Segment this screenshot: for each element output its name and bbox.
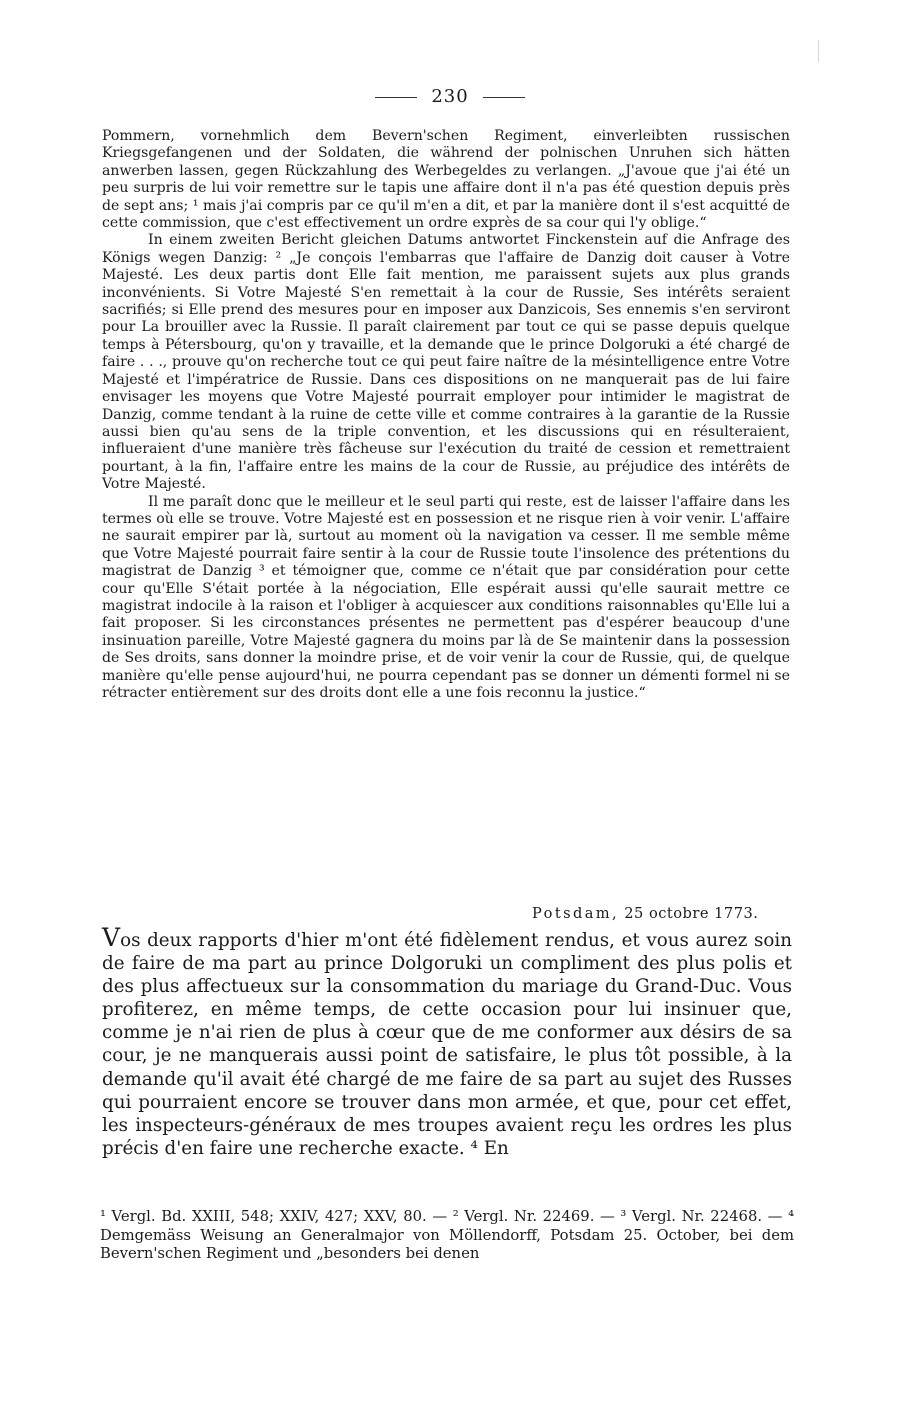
quoted-report-block bbox=[102, 128, 790, 702]
header-rule-left bbox=[375, 97, 417, 98]
page-header bbox=[0, 86, 900, 107]
quote-paragraph: Il me paraît donc que le meilleur et le seul parti qui reste, est de laisser l'affaire dans les termes où elle se trouve. Votre Majesté est en possession et ne risque rien à voir venir. L'affaire ne saurait empirer par là, surtout au moment où la navigation va cesser. Il me semble même que Votre Majesté pourrait faire sentir à la cour de Russie toute l'insolence des prétentions du magistrat de Danzig ³ et témoigner que, comme ce n'était que par considération pour cette cour qu'Elle S'était portée à la négociation, Elle espérait aussi qu'elle saurait mettre ce magistrat indocile à la raison et l'obliger à acquiescer aux conditions raisonnables qu'Elle lui a fait proposer. Si les circonstances présentes ne permettent pas d'espérer beaucoup d'une insinuation pareille, Votre Majesté gagnera du moins par là de Se maintenir dans la possession de Ses droits, sans donner la moindre prise, et de voir venir la cour de Russie, qui, de quelque manière qu'elle pense aujourd'hui, ne pourra cependant pas se donner un démenti formel ni se rétracter entièrement sur des droits dont elle a une fois reconnu la justice.“ bbox=[102, 493, 790, 701]
dateline-date: 25 octobre 1773. bbox=[624, 905, 759, 922]
letter-text: os deux rapports d'hier m'ont été fidèlement rendus, et vous aurez soin de faire de ma part au prince Dolgoruki un compliment des plus polis et des plus affectueux sur la consommation du mariage du Grand-Duc. Vous profiterez, en même temps, de cette occasion pour lui insinuer que, comme je n'ai rien de plus à cœur que de me conformer aux désirs de sa cour, je ne manquerais aussi point de satisfaire, le plus tôt possible, à la demande qu'il avait été chargé de me faire de sa part au sujet des Russes qui pourraient encore se trouver dans mon armée, et que, pour cet effet, les inspecteurs-généraux de mes troupes avaient reçu les ordres les plus précis d'en faire une recherche exacte. ⁴ En bbox=[102, 930, 792, 1159]
header-rule-right bbox=[483, 97, 525, 98]
dateline-place: Potsdam, bbox=[532, 905, 620, 922]
quote-paragraph: Pommern, vornehmlich dem Bevern'schen Regiment, einverleibten russischen Kriegsgefangenen und der Soldaten, die während der polnischen Unruhen sich hätten anwerben lassen, gegen Rückzahlung des Werbegeldes zu verlangen. „J'avoue que j'ai été un peu surpris de lui voir remettre sur le tapis une affaire dont il n'a pas été question depuis près de sept ans; ¹ mais j'ai compris par ce qu'il m'en a dit, et par la manière dont il s'est acquitté de cette commission, que c'est effectivement un ordre exprès de sa cour qui l'y oblige.“ bbox=[102, 128, 790, 232]
quote-paragraph: In einem zweiten Bericht gleichen Datums antwortet Finckenstein auf die Anfrage des Königs wegen Danzig: ² „Je conçois l'embarras que l'affaire de Danzig doit causer à Votre Majesté. Les deux partis dont Elle fait mention, me paraissent sujets aux plus grands inconvénients. Si Votre Majesté S'en remettait à la cour de Russie, Ses intérêts seraient sacrifiés; si Elle prend des mesures pour en imposer aux Danzicois, Ses ennemis s'en serviront pour La brouiller avec la Russie. Il paraît clairement par tout ce qui se passe depuis quelque temps à Pétersbourg, qu'on y travaille, et la demande que le prince Dolgoruki a été chargé de faire . . ., prouve qu'on recherche tout ce qui peut faire naître de la mésintelligence entre Votre Majesté et l'impératrice de Russie. Dans ces dispositions on ne manquerait pas de lui faire envisager les moyens que Votre Majesté pourrait employer pour intimider le magistrat de Danzig, comme tendant à la ruine de cette ville et comme contraires à la garantie de la Russie aussi bien qu'au sens de la triple convention, et les discussions qui en résulteraient, influeraient d'une manière très fâcheuse sur l'exécution du traité de cession et remettraient pourtant, à la fin, l'affaire entre les mains de la cour de Russie, au préjudice des intérêts de Votre Majesté. bbox=[102, 232, 790, 493]
footnotes bbox=[100, 1208, 794, 1264]
page-number: 230 bbox=[431, 86, 469, 107]
footnote-text: ¹ Vergl. Bd. XXIII, 548; XXIV, 427; XXV, 80. — ² Vergl. Nr. 22469. — ³ Vergl. Nr. 22468. — ⁴ Demgemäss Weisung an Generalmajor von Möllendorff, Potsdam 25. October, bei dem Bevern'schen Regiment und „besonders bei denen bbox=[100, 1208, 794, 1263]
letter-dateline bbox=[532, 905, 792, 922]
letter-paragraph bbox=[102, 923, 792, 1160]
letter-initial: V bbox=[102, 923, 121, 952]
scan-edge-mark bbox=[818, 40, 819, 62]
letter-body bbox=[102, 923, 792, 1160]
